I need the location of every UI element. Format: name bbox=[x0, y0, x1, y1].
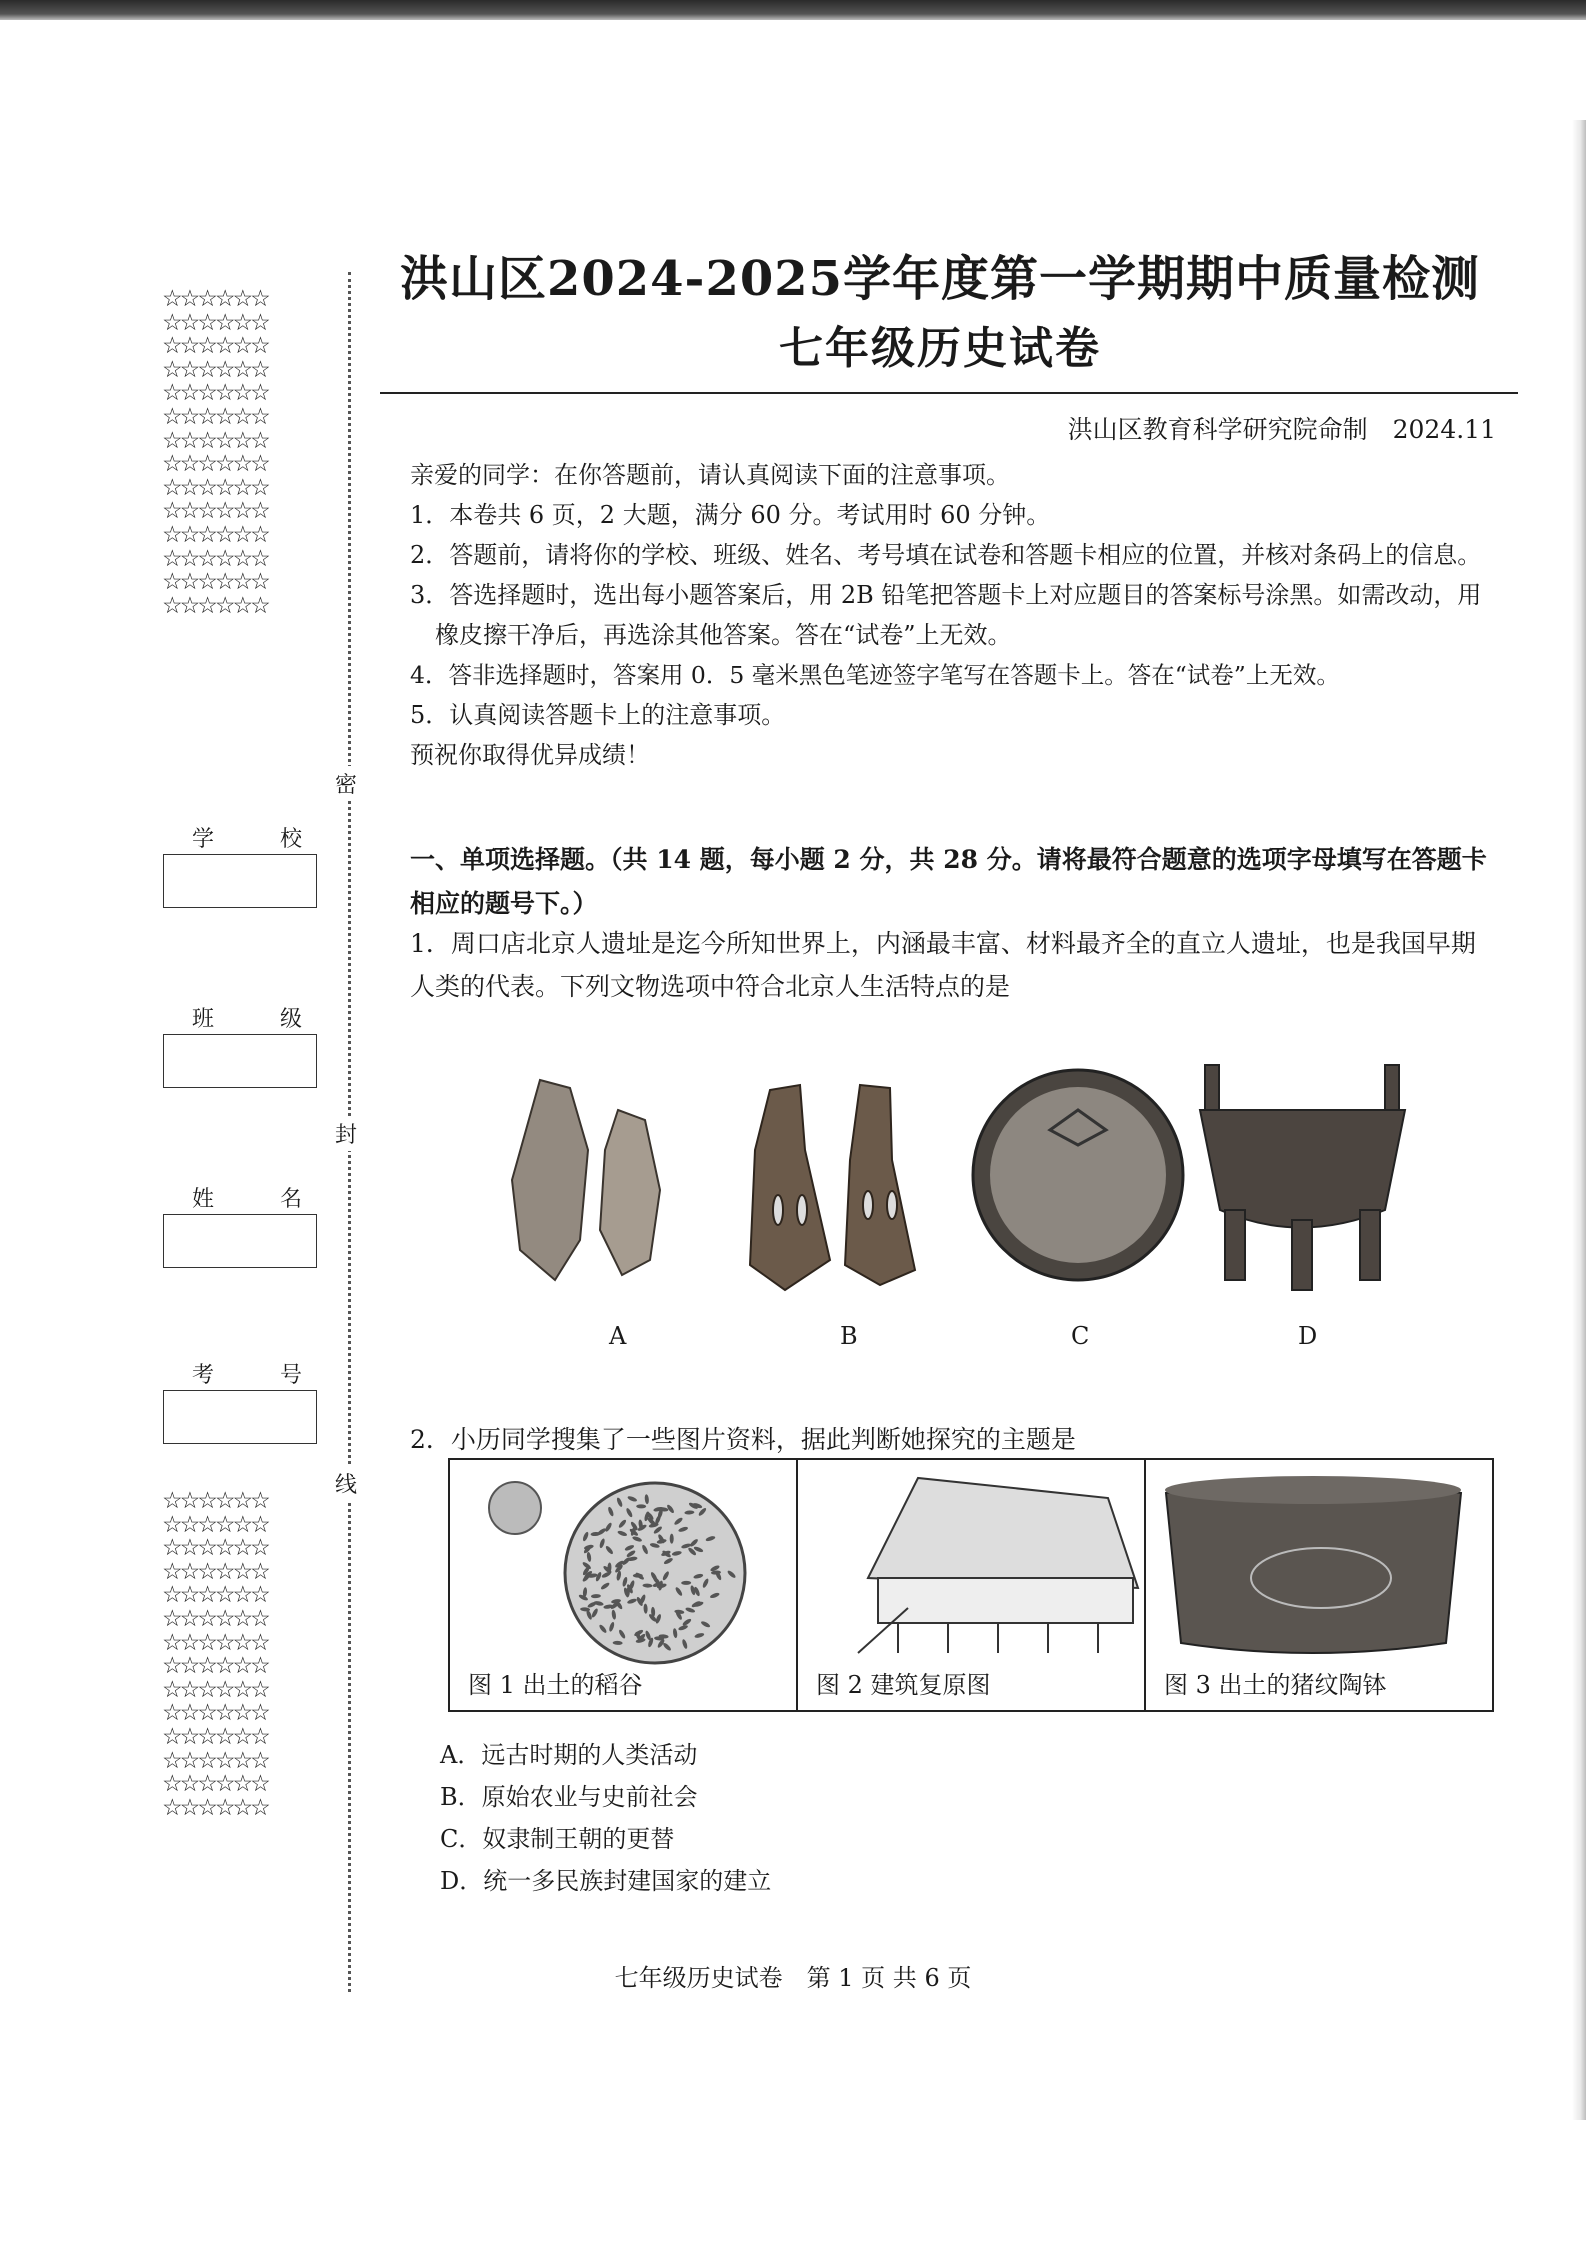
notice-item-3: 3．答选择题时，选出每小题答案后，用 2B 铅笔把答题卡上对应题目的答案标号涂黑。如需改动，用橡皮擦干净后，再选涂其他答案。答在“试卷”上无效。 bbox=[410, 581, 1482, 649]
name-field[interactable] bbox=[163, 1214, 317, 1268]
question-1-label-c: C bbox=[1071, 1322, 1090, 1350]
section-1-heading: 一、单项选择题。（共 14 题，每小题 2 分，共 28 分。请将最符合题意的选项字母填写在答题卡相应的题号下。） bbox=[410, 845, 1487, 918]
question-1-stem: 1．周口店北京人遗址是迄今所知世界上，内涵最丰富、材料最齐全的直立人遗址，也是我国早期人类的代表。下列文物选项中符合北京人生活特点的是 bbox=[410, 929, 1476, 1001]
scan-right-edge bbox=[1572, 120, 1586, 2120]
option-b-bone-tools bbox=[750, 1085, 915, 1290]
notice-intro: 亲爱的同学：在你答题前，请认真阅读下面的注意事项。 bbox=[410, 461, 1010, 489]
pig-pottery-figure bbox=[1161, 1468, 1481, 1668]
exam-number-label: 考 号 bbox=[192, 1363, 302, 1388]
page-footer: 七年级历史试卷 第 1 页 共 6 页 bbox=[614, 1964, 972, 1992]
scan-top-edge bbox=[0, 0, 1586, 20]
question-2-image-table bbox=[448, 1458, 1494, 1712]
figure-1-cell bbox=[450, 1460, 798, 1710]
exam-subtitle: 七年级历史试卷 bbox=[779, 323, 1101, 374]
seal-feng: 封 bbox=[335, 1116, 357, 1151]
name-label: 姓 名 bbox=[192, 1187, 302, 1212]
class-field[interactable] bbox=[163, 1034, 317, 1088]
class-label: 班 级 bbox=[192, 1007, 302, 1032]
star-border-bottom: ☆☆☆☆☆☆ ☆☆☆☆☆☆ ☆☆☆☆☆☆ ☆☆☆☆☆☆ ☆☆☆☆☆☆ ☆☆☆☆☆☆ ☆☆☆☆☆☆ ☆☆☆☆☆☆ ☆☆☆☆☆☆ ☆☆☆☆☆☆ ☆☆☆☆☆☆ ☆☆☆☆☆☆ ☆☆☆☆☆☆ ☆☆☆☆☆☆ bbox=[162, 1488, 268, 1821]
question-2-option-d: D．统一多民族封建国家的建立 bbox=[440, 1867, 772, 1895]
question-2-option-c: C．奴隶制王朝的更替 bbox=[440, 1825, 675, 1853]
question-2-option-a: A．远古时期的人类活动 bbox=[440, 1741, 698, 1769]
notice-item-2: 2．答题前，请将你的学校、班级、姓名、考号填在试卷和答题卡相应的位置，并核对条码上的信息。 bbox=[410, 541, 1482, 569]
question-1-images bbox=[500, 1060, 1420, 1320]
notice-block bbox=[410, 455, 1500, 775]
seal-mi: 密 bbox=[335, 766, 357, 801]
seal-xian: 线 bbox=[335, 1466, 357, 1501]
rice-grains-figure bbox=[470, 1468, 790, 1668]
figure-3-cell bbox=[1146, 1460, 1492, 1710]
question-2-option-b: B．原始农业与史前社会 bbox=[440, 1783, 698, 1811]
question-1-label-b: B bbox=[840, 1322, 858, 1350]
title-rule bbox=[380, 392, 1518, 394]
question-1-label-a: A bbox=[609, 1322, 627, 1350]
publisher-date: 洪山区教育科学研究院命制 2024.11 bbox=[1067, 415, 1496, 444]
notice-wish: 预祝你取得优异成绩！ bbox=[410, 741, 650, 769]
notice-item-1: 1．本卷共 6 页，2 大题，满分 60 分。考试用时 60 分钟。 bbox=[410, 501, 1051, 529]
option-a-stone-tools bbox=[512, 1080, 660, 1280]
star-border-top: ☆☆☆☆☆☆ ☆☆☆☆☆☆ ☆☆☆☆☆☆ ☆☆☆☆☆☆ ☆☆☆☆☆☆ ☆☆☆☆☆☆ ☆☆☆☆☆☆ ☆☆☆☆☆☆ ☆☆☆☆☆☆ ☆☆☆☆☆☆ ☆☆☆☆☆☆ ☆☆☆☆☆☆ ☆☆☆☆☆☆ ☆☆☆☆☆☆ bbox=[162, 286, 268, 619]
figure-2-caption: 图 2 建筑复原图 bbox=[816, 1671, 991, 1699]
question-2-stem: 2．小历同学搜集了一些图片资料，据此判断她探究的主题是 bbox=[410, 1425, 1076, 1454]
option-d-bronze-ding bbox=[1200, 1065, 1405, 1290]
figure-2-cell bbox=[798, 1460, 1146, 1710]
school-field[interactable] bbox=[163, 854, 317, 908]
option-c-painted-basin bbox=[973, 1070, 1183, 1280]
school-label: 学 校 bbox=[192, 827, 302, 852]
notice-item-5: 5．认真阅读答题卡上的注意事项。 bbox=[410, 701, 786, 729]
exam-title: 洪山区2024-2025学年度第一学期期中质量检测 bbox=[399, 251, 1481, 307]
figure-1-caption: 图 1 出土的稻谷 bbox=[468, 1671, 643, 1699]
notice-item-4: 4．答非选择题时，答案用 0．5 毫米黑色笔迹签字笔写在答题卡上。答在“试卷”上无效。 bbox=[410, 661, 1340, 689]
figure-3-caption: 图 3 出土的猪纹陶钵 bbox=[1164, 1671, 1387, 1699]
exam-number-field[interactable] bbox=[163, 1390, 317, 1444]
stilt-house-figure bbox=[838, 1468, 1158, 1668]
question-1-label-d: D bbox=[1298, 1322, 1318, 1350]
